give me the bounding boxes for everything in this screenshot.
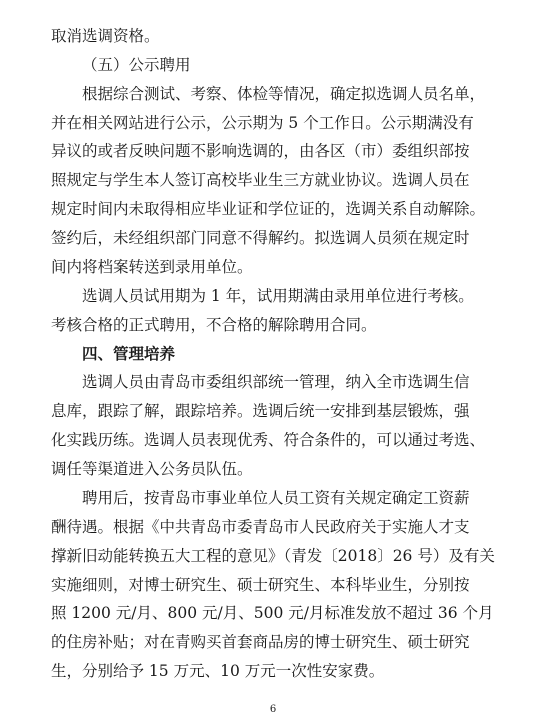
paragraph-line: 调任等渠道进入公务员队伍。 (51, 460, 253, 479)
paragraph-line: 照规定与学生本人签订高校毕业生三方就业协议。选调人员在 (51, 171, 470, 190)
section-heading: （五）公示聘用 (82, 55, 191, 74)
paragraph-line: 选调人员由青岛市委组织部统一管理，纳入全市选调生信 (82, 373, 470, 392)
paragraph-line: 签约后，未经组织部门同意不得解约。拟选调人员须在规定时 (51, 229, 470, 248)
paragraph-line: 实施细则，对博士研究生、硕士研究生、本科毕业生，分别按 (51, 575, 470, 594)
paragraph-line: 规定时间内未取得相应毕业证和学位证的，选调关系自动解除。 (51, 200, 486, 219)
paragraph-line: 的住房补贴；对在青购买首套商品房的博士研究生、硕士研究 (51, 633, 470, 652)
paragraph-line: 取消选调资格。 (51, 27, 160, 45)
paragraph-line: 生，分别给予 15 万元、10 万元一次性安家费。 (51, 662, 385, 681)
paragraph-line: 息库，跟踪了解，跟踪培养。选调后统一安排到基层锻炼，强 (51, 402, 470, 421)
paragraph-line: 并在相关网站进行公示，公示期为 5 个工作日。公示期满没有 (51, 113, 474, 132)
section-heading: 四、管理培养 (82, 343, 176, 363)
page-number: 6 (269, 704, 277, 715)
paragraph-line: 撑新旧动能转换五大工程的意见》（青发〔2018〕26 号）及有关 (51, 546, 495, 565)
paragraph-line: 化实践历练。选调人员表现优秀、符合条件的，可以通过考选、 (51, 431, 486, 450)
paragraph-line: 考核合格的正式聘用，不合格的解除聘用合同。 (51, 315, 377, 334)
paragraph-line: 照 1200 元/月、800 元/月、500 元/月标准发放不超过 36 个月 (51, 604, 494, 623)
paragraph-line: 聘用后，按青岛市事业单位人员工资有关规定确定工资薪 (82, 488, 470, 507)
paragraph-line: 酬待遇。根据《中共青岛市委青岛市人民政府关于实施人才支 (51, 517, 470, 536)
paragraph-line: 异议的或者反映问题不影响选调的，由各区（市）委组织部按 (51, 142, 470, 161)
paragraph-line: 间内将档案转送到录用单位。 (51, 257, 253, 276)
paragraph-line: 选调人员试用期为 1 年，试用期满由录用单位进行考核。 (82, 286, 474, 305)
paragraph-line: 根据综合测试、考察、体检等情况，确定拟选调人员名单， (82, 84, 486, 103)
